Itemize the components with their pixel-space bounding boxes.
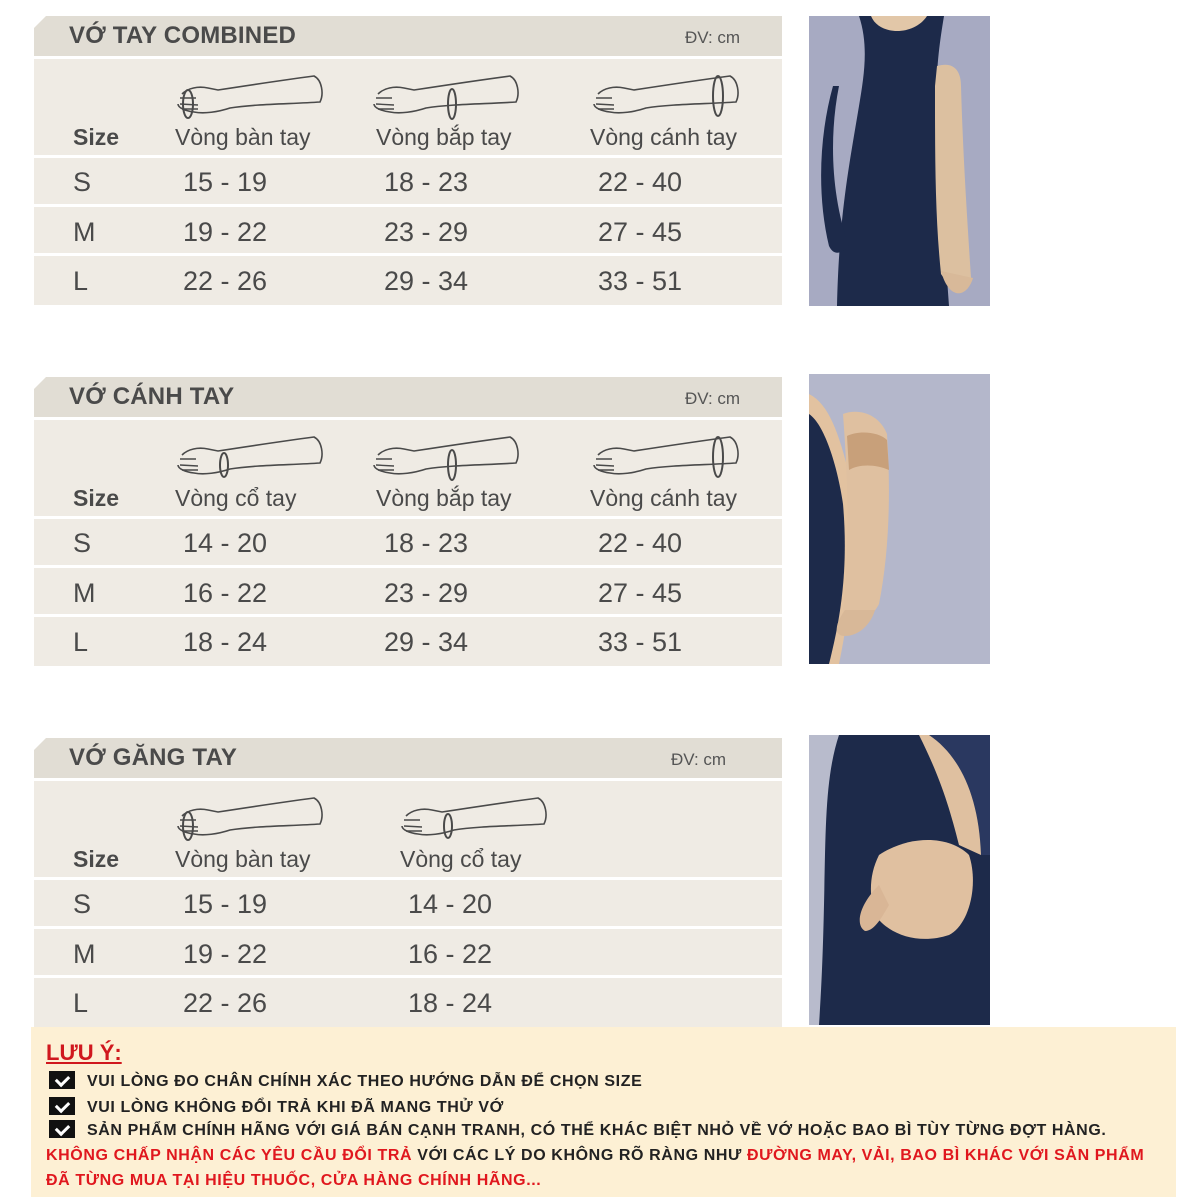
- upper-arm-measure-icon: [590, 435, 740, 481]
- value-cell: 16 - 22: [408, 939, 493, 969]
- value-cell: 27 - 45: [598, 578, 683, 608]
- unit-label: ĐV: cm: [685, 389, 741, 408]
- value-cell: 18 - 23: [384, 528, 469, 558]
- row-divider: [34, 877, 782, 880]
- notice-paragraph: [46, 1118, 1166, 1193]
- notice-line: [49, 1071, 642, 1091]
- row-divider: [34, 565, 782, 568]
- size-cell: S: [73, 889, 92, 919]
- size-cell: S: [73, 167, 92, 197]
- column-header: Vòng bàn tay: [175, 846, 311, 872]
- value-cell: 22 - 26: [183, 988, 268, 1018]
- upper-arm-measure-icon: [590, 74, 740, 120]
- value-cell: 23 - 29: [384, 217, 469, 247]
- product-photo-combined: [809, 16, 990, 306]
- notice-line: [49, 1097, 504, 1117]
- check-icon: [49, 1120, 75, 1138]
- value-cell: 15 - 19: [183, 167, 268, 197]
- notice-text: VUI LÒNG KHÔNG ĐỔI TRẢ KHI ĐÃ MANG THỬ VỚ: [87, 1099, 504, 1116]
- table-body: [34, 781, 782, 1027]
- table-body: [34, 59, 782, 305]
- value-cell: 33 - 51: [598, 627, 683, 657]
- notice-text: SẢN PHẨM CHÍNH HÃNG VỚI GIÁ BÁN CẠNH TRANH, CÓ THỂ KHÁC BIỆT NHỎ VỀ VỚ HOẶC BAO BÌ TÙY TỪNG ĐỢT HÀNG.: [87, 1122, 1107, 1139]
- value-cell: 18 - 23: [384, 167, 469, 197]
- size-cell: M: [73, 939, 96, 969]
- size-cell: L: [73, 266, 89, 296]
- column-header: Vòng cánh tay: [590, 485, 738, 511]
- size-table-glove: [34, 738, 782, 1028]
- row-divider: [34, 253, 782, 256]
- table-head-row: [34, 781, 782, 877]
- size-header: Size: [73, 124, 120, 150]
- value-cell: 14 - 20: [183, 528, 268, 558]
- size-table-arm: [34, 377, 782, 667]
- value-cell: 22 - 40: [598, 528, 683, 558]
- value-cell: 16 - 22: [183, 578, 268, 608]
- notice-text: VUI LÒNG ĐO CHÂN CHÍNH XÁC THEO HƯỚNG DẪN ĐỂ CHỌN SIZE: [87, 1073, 643, 1090]
- size-header: Size: [73, 485, 120, 511]
- product-photo-glove: [809, 735, 990, 1025]
- size-cell: L: [73, 627, 89, 657]
- row-divider: [34, 516, 782, 519]
- column-header: Vòng bắp tay: [376, 124, 512, 150]
- value-cell: 14 - 20: [408, 889, 493, 919]
- value-cell: 33 - 51: [598, 266, 683, 296]
- check-icon: [49, 1071, 75, 1089]
- size-table-combined: [34, 16, 782, 306]
- notice-warning: KHÔNG CHẤP NHẬN CÁC YÊU CẦU ĐỔI TRẢ: [46, 1147, 413, 1164]
- row-divider: [34, 975, 782, 978]
- unit-label: ĐV: cm: [671, 750, 727, 769]
- table-body: [34, 420, 782, 666]
- size-header: Size: [73, 846, 120, 872]
- table-title: VỚ TAY COMBINED: [69, 22, 297, 49]
- table-title: VỚ GĂNG TAY: [69, 744, 238, 771]
- forearm-measure-icon: [370, 74, 520, 120]
- size-cell: L: [73, 988, 89, 1018]
- forearm-measure-icon: [370, 435, 520, 481]
- row-divider: [34, 204, 782, 207]
- size-cell: M: [73, 217, 96, 247]
- unit-label: ĐV: cm: [685, 28, 741, 47]
- hand-measure-icon: [174, 74, 324, 120]
- notice-box: [31, 1027, 1176, 1197]
- hand-measure-icon: [174, 796, 324, 842]
- column-header: Vòng cổ tay: [400, 846, 522, 872]
- value-cell: 29 - 34: [384, 266, 469, 296]
- table-head-row: [34, 420, 782, 516]
- table-head-row: [34, 59, 782, 155]
- value-cell: 18 - 24: [408, 988, 493, 1018]
- size-cell: S: [73, 528, 92, 558]
- value-cell: 19 - 22: [183, 217, 268, 247]
- notice-title: LƯU Ý:: [46, 1040, 122, 1065]
- column-header: Vòng bắp tay: [376, 485, 512, 511]
- notice-warning: ĐƯỜNG MAY, VẢI, BAO BÌ KHÁC VỚI SẢN PHẨM ĐÃ TỪNG MUA TẠI HIỆU THUỐC, CỬA HÀNG CHÍNH HÃNG...: [46, 1147, 1145, 1189]
- value-cell: 22 - 26: [183, 266, 268, 296]
- wrist-measure-icon: [174, 435, 324, 481]
- wrist-measure-icon: [398, 796, 548, 842]
- column-header: Vòng bàn tay: [175, 124, 311, 150]
- value-cell: 29 - 34: [384, 627, 469, 657]
- column-header: Vòng cổ tay: [175, 485, 297, 511]
- value-cell: 19 - 22: [183, 939, 268, 969]
- value-cell: 15 - 19: [183, 889, 268, 919]
- row-divider: [34, 926, 782, 929]
- value-cell: 18 - 24: [183, 627, 268, 657]
- notice-text: VỚI CÁC LÝ DO KHÔNG RÕ RÀNG NHƯ: [412, 1147, 747, 1164]
- product-photo-arm: [809, 374, 990, 664]
- row-divider: [34, 155, 782, 158]
- check-icon: [49, 1097, 75, 1115]
- size-cell: M: [73, 578, 96, 608]
- value-cell: 23 - 29: [384, 578, 469, 608]
- value-cell: 22 - 40: [598, 167, 683, 197]
- row-divider: [34, 614, 782, 617]
- column-header: Vòng cánh tay: [590, 124, 738, 150]
- value-cell: 27 - 45: [598, 217, 683, 247]
- table-title: VỚ CÁNH TAY: [69, 383, 235, 410]
